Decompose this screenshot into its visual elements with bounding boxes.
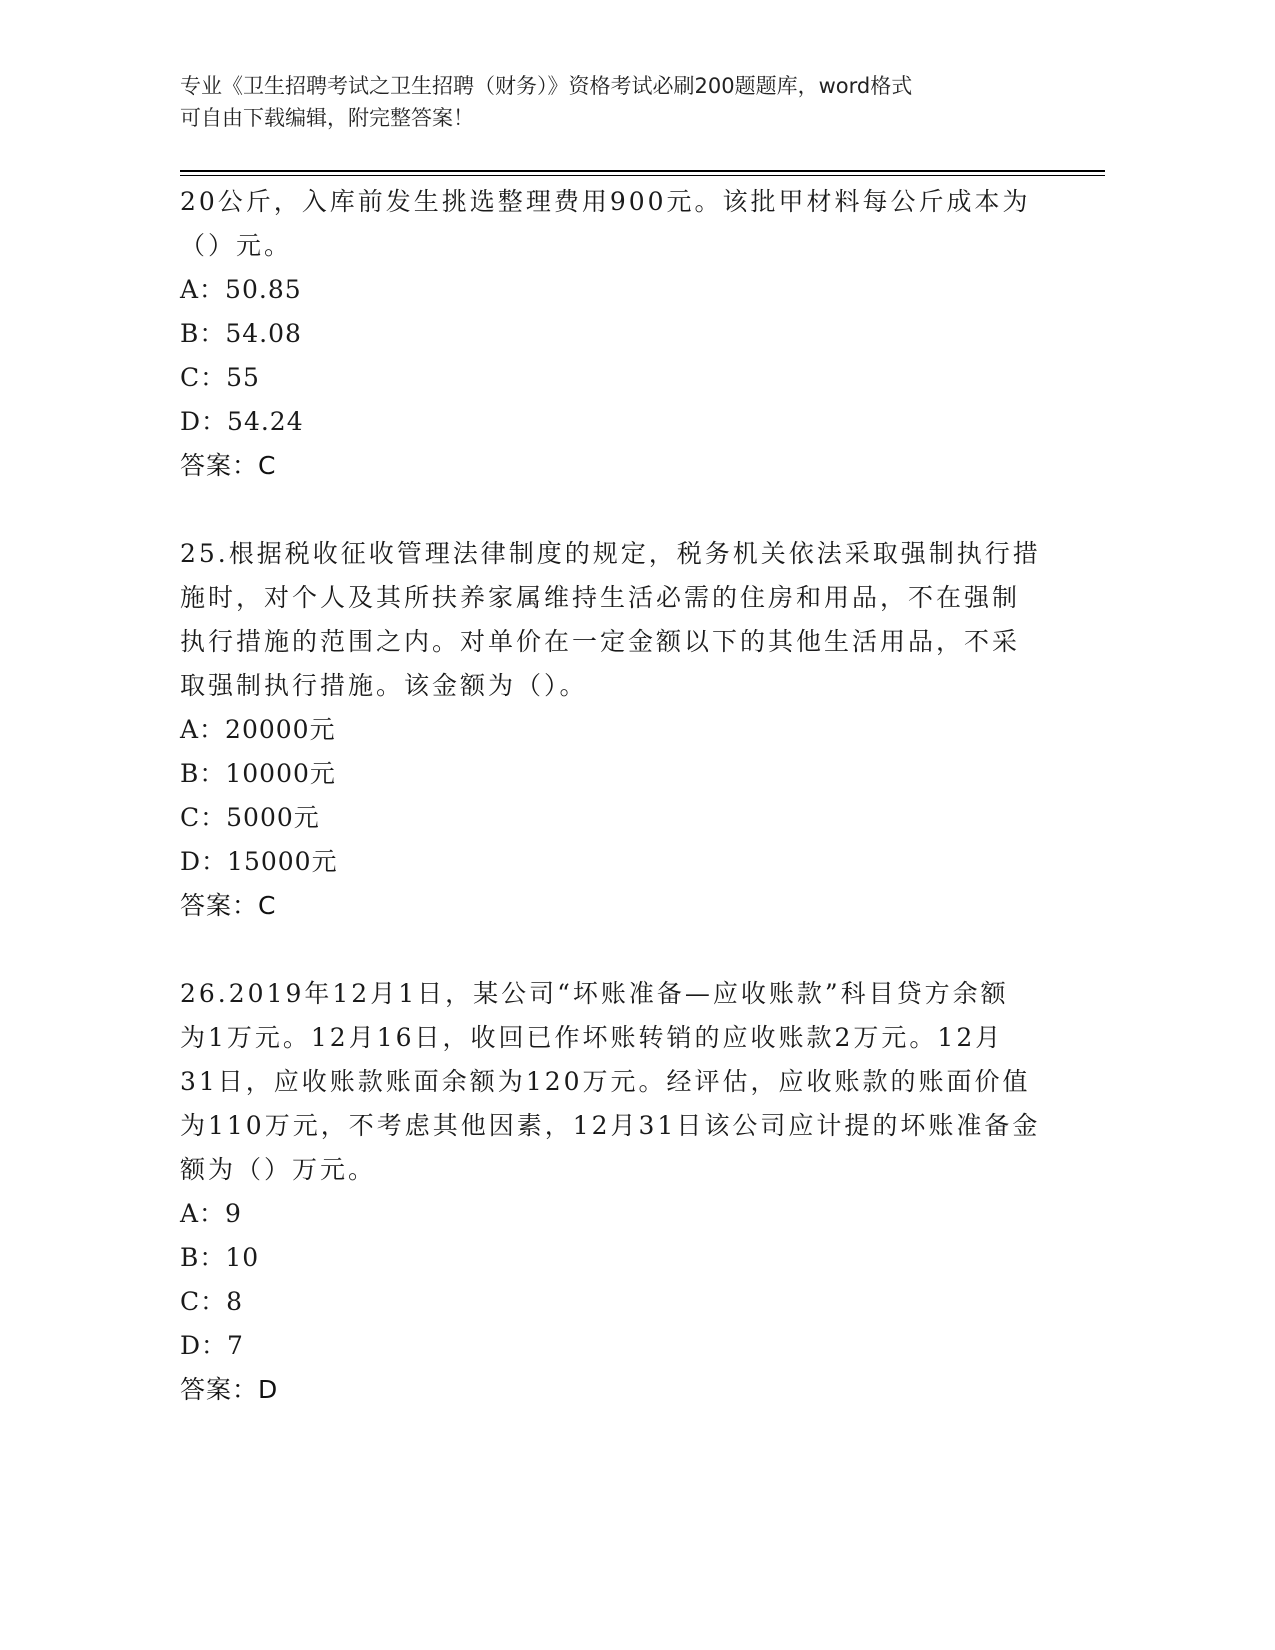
question-block: [180, 532, 1050, 928]
option-c: C：55: [180, 363, 260, 392]
question-block: [180, 972, 1050, 1412]
option-a: A：20000元: [180, 715, 336, 744]
answer-line: 答案：D: [180, 1375, 279, 1404]
question-stem-line: 20公斤，入库前发生挑选整理费用900元。该批甲材料每公斤成本为: [180, 187, 1031, 216]
question-stem-line: 施时，对个人及其所扶养家属维持生活必需的住房和用品，不在强制: [180, 583, 1021, 612]
question-stem-line: 26.2019年12月1日，某公司“坏账准备—应收账款”科目贷方余额: [180, 979, 1009, 1008]
header-rule-thin: [180, 175, 1105, 176]
option-d: D：7: [180, 1331, 244, 1360]
option-d: D：15000元: [180, 847, 338, 876]
option-c: C：8: [180, 1287, 244, 1316]
question-stem-line: 执行措施的范围之内。对单价在一定金额以下的其他生活用品，不采: [180, 627, 1021, 656]
option-b: B：10: [180, 1243, 260, 1272]
question-stem-line: 25.根据税收征收管理法律制度的规定，税务机关依法采取强制执行措: [180, 539, 1041, 568]
option-b: B：54.08: [180, 319, 302, 348]
question-stem-line: （）元。: [180, 231, 293, 260]
option-c: C：5000元: [180, 803, 320, 832]
option-a: A：9: [180, 1199, 242, 1228]
header-line-2: 可自由下载编辑，附完整答案！: [180, 106, 474, 130]
document-body: [180, 180, 1050, 1412]
answer-line: 答案：C: [180, 891, 277, 920]
document-header: [180, 70, 1040, 134]
question-stem-line: 为1万元。12月16日，收回已作坏账转销的应收账款2万元。12月: [180, 1023, 1004, 1052]
option-d: D：54.24: [180, 407, 304, 436]
question-stem-line: 取强制执行措施。该金额为（）。: [180, 671, 588, 700]
question-stem-line: 31日，应收账款账面余额为120万元。经评估，应收账款的账面价值: [180, 1067, 1031, 1096]
option-b: B：10000元: [180, 759, 336, 788]
answer-line: 答案：C: [180, 451, 277, 480]
spacer: [180, 928, 1050, 972]
header-rule-thick: [180, 170, 1105, 172]
question-stem-line: 为110万元，不考虑其他因素，12月31日该公司应计提的坏账准备金: [180, 1111, 1041, 1140]
option-a: A：50.85: [180, 275, 302, 304]
question-stem-line: 额为（）万元。: [180, 1155, 377, 1184]
question-block: [180, 180, 1050, 488]
header-line-1: 专业《卫生招聘考试之卫生招聘（财务）》资格考试必刷200题题库，word格式: [180, 74, 913, 98]
spacer: [180, 488, 1050, 532]
